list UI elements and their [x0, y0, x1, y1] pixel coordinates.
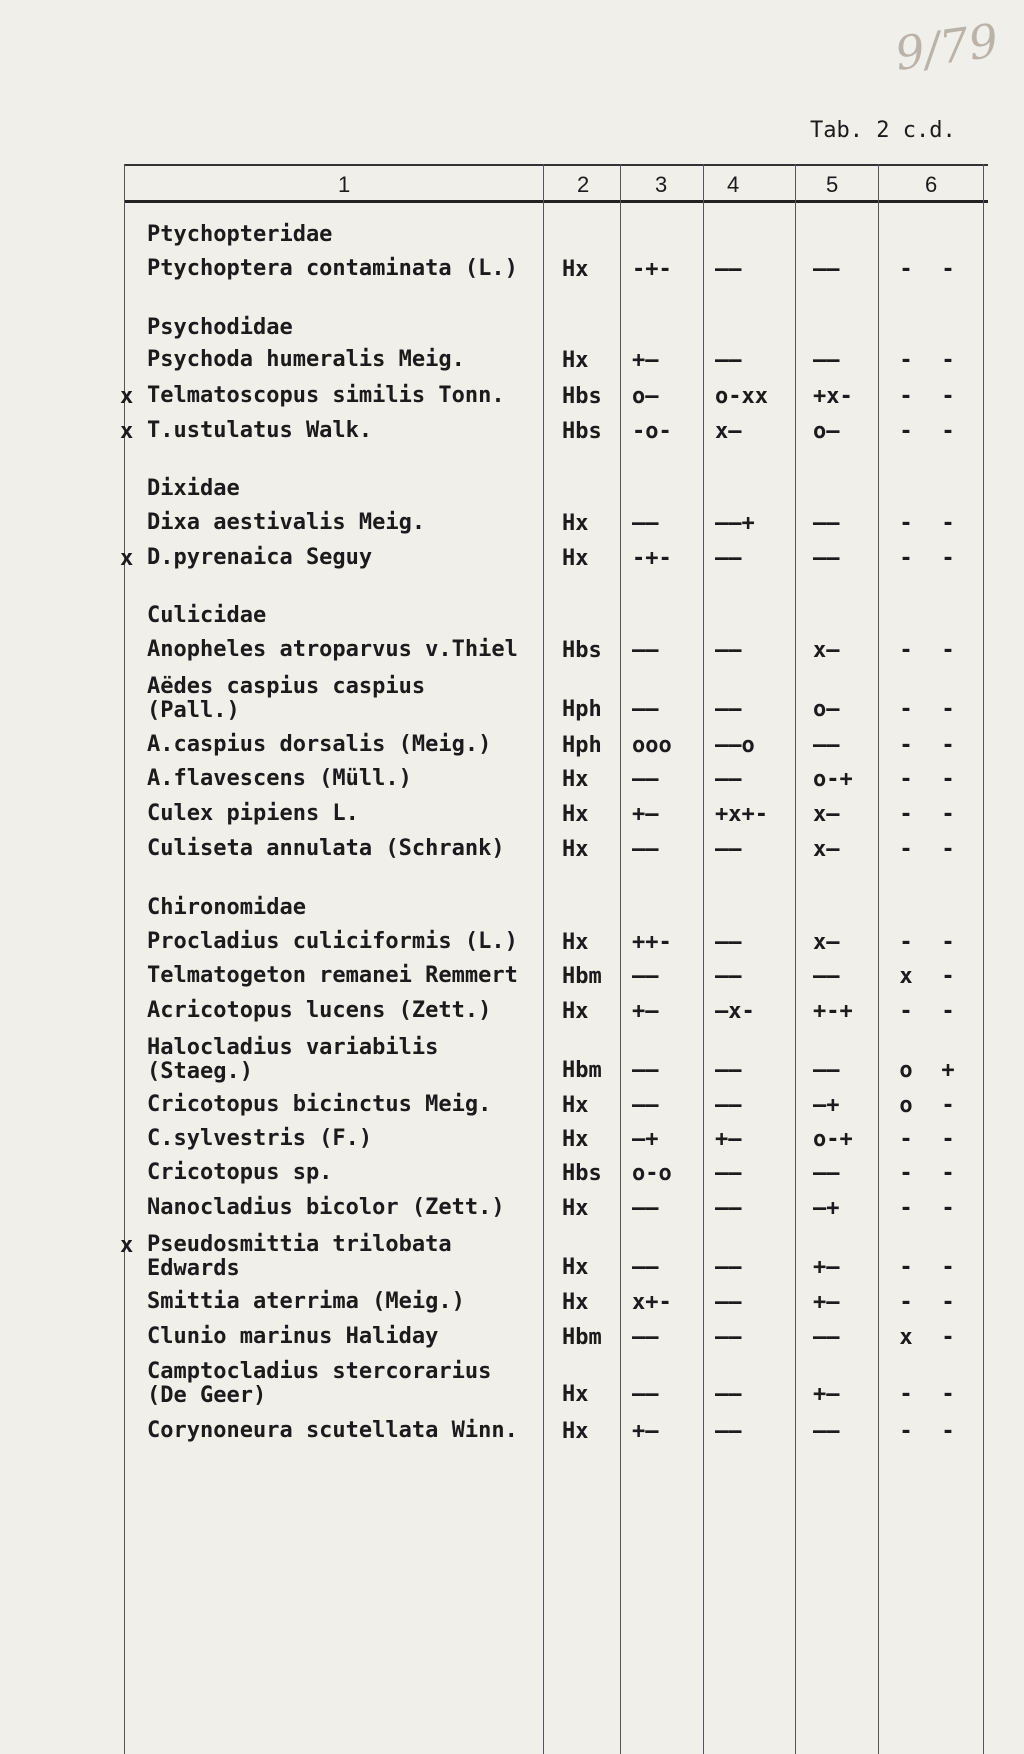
column-header-6: 6: [925, 172, 938, 197]
habitat-code: Hx: [562, 767, 589, 792]
table-row: [0, 348, 1024, 382]
occurrence-col5: ——: [813, 1419, 840, 1444]
habitat-code: Hbm: [562, 964, 602, 989]
habitat-code: Hx: [562, 1290, 589, 1315]
family-heading: Ptychopteridae: [147, 222, 333, 247]
occurrence-col6b: -: [941, 1161, 955, 1186]
occurrence-col4: ——: [715, 638, 742, 663]
table-row: [0, 1325, 1024, 1359]
occurrence-col6a: -: [899, 697, 913, 722]
occurrence-col6a: -: [899, 546, 913, 571]
table-row: [0, 767, 1024, 801]
column-header-4: 4: [727, 172, 740, 197]
table-row: [0, 1196, 1024, 1230]
table-row: [0, 257, 1024, 291]
table-row: [0, 638, 1024, 672]
table-row: [0, 1035, 1024, 1084]
occurrence-col6a: -: [899, 638, 913, 663]
occurrence-col6b: -: [941, 1290, 955, 1315]
occurrence-col3: ——: [632, 837, 659, 862]
occurrence-col6b: -: [941, 1419, 955, 1444]
occurrence-col5: o—: [813, 697, 840, 722]
occurrence-col6a: -: [899, 348, 913, 373]
habitat-code: Hx: [562, 511, 589, 536]
table-row: [0, 1232, 1024, 1281]
occurrence-col4: ——: [715, 1058, 742, 1083]
occurrence-col6a: -: [899, 1127, 913, 1152]
occurrence-col6b: -: [941, 511, 955, 536]
occurrence-col6a: -: [899, 930, 913, 955]
species-name: Telmatoscopus similis Tonn.: [147, 383, 505, 408]
occurrence-col3: -+-: [632, 546, 672, 571]
occurrence-col5: —+: [813, 1196, 840, 1221]
occurrence-col4: ——: [715, 767, 742, 792]
occurrence-col6b: -: [941, 257, 955, 282]
table-row: [0, 674, 1024, 723]
occurrence-col6b: -: [941, 1255, 955, 1280]
column-header-1: 1: [338, 172, 351, 197]
occurrence-col4: —x-: [715, 999, 755, 1024]
table-row: [0, 1419, 1024, 1453]
occurrence-col3: ——: [632, 1093, 659, 1118]
occurrence-col5: x—: [813, 837, 840, 862]
occurrence-col4: ——: [715, 1161, 742, 1186]
table-row: [0, 733, 1024, 767]
occurrence-col4: +—: [715, 1127, 742, 1152]
species-name: Cricotopus bicinctus Meig.: [147, 1092, 492, 1117]
star-marker: x: [120, 384, 134, 409]
occurrence-col3: -+-: [632, 257, 672, 282]
occurrence-col3: ——: [632, 511, 659, 536]
occurrence-col5: —+: [813, 1093, 840, 1118]
habitat-code: Hx: [562, 1382, 589, 1407]
table-row: [0, 1127, 1024, 1161]
column-header-5: 5: [826, 172, 839, 197]
occurrence-col6a: -: [899, 1419, 913, 1444]
occurrence-col4: ——: [715, 697, 742, 722]
occurrence-col5: o—: [813, 419, 840, 444]
occurrence-col5: +-+: [813, 999, 853, 1024]
occurrence-col3: ——: [632, 1196, 659, 1221]
occurrence-col6b: -: [941, 348, 955, 373]
occurrence-col6b: -: [941, 384, 955, 409]
page-number-handwritten: 9/79: [891, 13, 1002, 81]
species-name: Culex pipiens L.: [147, 801, 359, 826]
occurrence-col6a: -: [899, 733, 913, 758]
species-name: Ptychoptera contaminata (L.): [147, 256, 518, 281]
table-header-rule: [124, 200, 988, 203]
species-name: Culiseta annulata (Schrank): [147, 836, 505, 861]
family-heading: Dixidae: [147, 476, 240, 501]
table-top-rule: [124, 164, 988, 166]
occurrence-col3: ——: [632, 638, 659, 663]
occurrence-col5: ——: [813, 511, 840, 536]
occurrence-col5: ——: [813, 257, 840, 282]
occurrence-col3: ——: [632, 964, 659, 989]
occurrence-col5: ——: [813, 1325, 840, 1350]
occurrence-col6a: -: [899, 999, 913, 1024]
species-name: Clunio marinus Haliday: [147, 1324, 439, 1349]
family-heading: Psychodidae: [147, 315, 293, 340]
occurrence-col4: ——o: [715, 733, 755, 758]
habitat-code: Hph: [562, 697, 602, 722]
habitat-code: Hx: [562, 1196, 589, 1221]
species-name: Anopheles atroparvus v.Thiel: [147, 637, 518, 662]
table-row: [0, 384, 1024, 418]
occurrence-col5: ——: [813, 1058, 840, 1083]
occurrence-col4: ——: [715, 1290, 742, 1315]
habitat-code: Hbm: [562, 1058, 602, 1083]
occurrence-col3: ——: [632, 1058, 659, 1083]
table-row: [0, 511, 1024, 545]
occurrence-col5: +—: [813, 1255, 840, 1280]
occurrence-col4: ——: [715, 1382, 742, 1407]
occurrence-col4: x—: [715, 419, 742, 444]
occurrence-col6b: +: [941, 1058, 955, 1083]
occurrence-col4: ——: [715, 1419, 742, 1444]
occurrence-col6b: -: [941, 930, 955, 955]
occurrence-col6a: -: [899, 1196, 913, 1221]
occurrence-col3: +—: [632, 348, 659, 373]
occurrence-col4: ——: [715, 964, 742, 989]
occurrence-col3: +—: [632, 802, 659, 827]
table-row: [0, 419, 1024, 453]
species-name: Acricotopus lucens (Zett.): [147, 998, 492, 1023]
table-row: [0, 546, 1024, 580]
occurrence-col5: x—: [813, 802, 840, 827]
occurrence-col3: ooo: [632, 733, 672, 758]
occurrence-col3: ——: [632, 697, 659, 722]
occurrence-col6a: -: [899, 1290, 913, 1315]
species-name: A.caspius dorsalis (Meig.): [147, 732, 492, 757]
habitat-code: Hx: [562, 837, 589, 862]
species-name: T.ustulatus Walk.: [147, 418, 373, 443]
species-name: Dixa aestivalis Meig.: [147, 510, 426, 535]
occurrence-col5: x—: [813, 930, 840, 955]
habitat-code: Hx: [562, 802, 589, 827]
occurrence-col3: ——: [632, 767, 659, 792]
habitat-code: Hx: [562, 348, 589, 373]
occurrence-col6a: -: [899, 1382, 913, 1407]
occurrence-col6a: o: [899, 1093, 913, 1118]
occurrence-col6b: -: [941, 1127, 955, 1152]
occurrence-col3: x+-: [632, 1290, 672, 1315]
species-name: Corynoneura scutellata Winn.: [147, 1418, 518, 1443]
species-name: Halocladius variabilis (Staeg.): [147, 1035, 439, 1084]
species-name: Aëdes caspius caspius (Pall.): [147, 674, 426, 723]
occurrence-col6b: -: [941, 733, 955, 758]
column-header-2: 2: [577, 172, 590, 197]
occurrence-col6b: -: [941, 767, 955, 792]
star-marker: x: [120, 546, 134, 571]
occurrence-col4: ——: [715, 546, 742, 571]
occurrence-col6b: -: [941, 837, 955, 862]
occurrence-col3: —+: [632, 1127, 659, 1152]
occurrence-col6b: -: [941, 999, 955, 1024]
habitat-code: Hx: [562, 999, 589, 1024]
occurrence-col4: +x+-: [715, 802, 768, 827]
species-name: Psychoda humeralis Meig.: [147, 347, 465, 372]
occurrence-col6b: -: [941, 419, 955, 444]
species-name: Cricotopus sp.: [147, 1160, 333, 1185]
occurrence-col6a: x: [899, 964, 913, 989]
occurrence-col6b: -: [941, 802, 955, 827]
habitat-code: Hx: [562, 1419, 589, 1444]
occurrence-col5: +—: [813, 1290, 840, 1315]
table-row: [0, 802, 1024, 836]
species-name: C.sylvestris (F.): [147, 1126, 373, 1151]
species-name: A.flavescens (Müll.): [147, 766, 412, 791]
occurrence-col3: ——: [632, 1255, 659, 1280]
table-row: [0, 930, 1024, 964]
table-row: [0, 837, 1024, 871]
occurrence-col3: +—: [632, 1419, 659, 1444]
occurrence-col6a: o: [899, 1058, 913, 1083]
occurrence-col5: ——: [813, 546, 840, 571]
occurrence-col5: ——: [813, 348, 840, 373]
occurrence-col3: ——: [632, 1325, 659, 1350]
family-heading: Culicidae: [147, 603, 267, 628]
occurrence-col4: ——: [715, 1093, 742, 1118]
habitat-code: Hbs: [562, 1161, 602, 1186]
occurrence-col6b: -: [941, 1093, 955, 1118]
occurrence-col6a: -: [899, 1255, 913, 1280]
habitat-code: Hx: [562, 1093, 589, 1118]
occurrence-col5: ——: [813, 733, 840, 758]
family-heading: Chironomidae: [147, 895, 306, 920]
occurrence-col6b: -: [941, 964, 955, 989]
habitat-code: Hbs: [562, 419, 602, 444]
occurrence-col6a: -: [899, 767, 913, 792]
species-name: Smittia aterrima (Meig.): [147, 1289, 465, 1314]
occurrence-col5: +—: [813, 1382, 840, 1407]
occurrence-col4: ——: [715, 930, 742, 955]
habitat-code: Hx: [562, 930, 589, 955]
table-row: [0, 1359, 1024, 1408]
occurrence-col3: ——: [632, 1382, 659, 1407]
occurrence-col4: ——: [715, 837, 742, 862]
occurrence-col3: ++-: [632, 930, 672, 955]
species-name: Nanocladius bicolor (Zett.): [147, 1195, 505, 1220]
species-name: D.pyrenaica Seguy: [147, 545, 373, 570]
habitat-code: Hbs: [562, 384, 602, 409]
occurrence-col6a: -: [899, 1161, 913, 1186]
habitat-code: Hph: [562, 733, 602, 758]
species-name: Procladius culiciformis (L.): [147, 929, 518, 954]
occurrence-col3: o—: [632, 384, 659, 409]
species-name: Telmatogeton remanei Remmert: [147, 963, 518, 988]
occurrence-col6a: -: [899, 384, 913, 409]
occurrence-col4: ——: [715, 1325, 742, 1350]
table-reference: Tab. 2 c.d.: [810, 118, 956, 143]
habitat-code: Hx: [562, 1127, 589, 1152]
table-row: [0, 1290, 1024, 1324]
star-marker: x: [120, 1233, 134, 1258]
habitat-code: Hbs: [562, 638, 602, 663]
occurrence-col6b: -: [941, 638, 955, 663]
occurrence-col5: ——: [813, 964, 840, 989]
occurrence-col6b: -: [941, 1325, 955, 1350]
occurrence-col4: o-xx: [715, 384, 768, 409]
occurrence-col6b: -: [941, 697, 955, 722]
species-name: Pseudosmittia trilobata Edwards: [147, 1232, 452, 1281]
species-name: Camptocladius stercorarius (De Geer): [147, 1359, 492, 1408]
occurrence-col3: -o-: [632, 419, 672, 444]
occurrence-col6a: -: [899, 511, 913, 536]
occurrence-col4: ——: [715, 257, 742, 282]
occurrence-col3: o-o: [632, 1161, 672, 1186]
table-row: [0, 964, 1024, 998]
occurrence-col4: ——+: [715, 511, 755, 536]
occurrence-col5: ——: [813, 1161, 840, 1186]
occurrence-col5: o-+: [813, 767, 853, 792]
habitat-code: Hx: [562, 546, 589, 571]
star-marker: x: [120, 419, 134, 444]
occurrence-col6a: -: [899, 419, 913, 444]
occurrence-col4: ——: [715, 1255, 742, 1280]
occurrence-col5: +x-: [813, 384, 853, 409]
habitat-code: Hx: [562, 1255, 589, 1280]
occurrence-col5: o-+: [813, 1127, 853, 1152]
table-row: [0, 1093, 1024, 1127]
occurrence-col6a: -: [899, 837, 913, 862]
occurrence-col3: +—: [632, 999, 659, 1024]
occurrence-col6a: -: [899, 802, 913, 827]
table-row: [0, 1161, 1024, 1195]
occurrence-col5: x—: [813, 638, 840, 663]
table-row: [0, 999, 1024, 1033]
occurrence-col4: ——: [715, 1196, 742, 1221]
occurrence-col6a: x: [899, 1325, 913, 1350]
column-header-3: 3: [655, 172, 668, 197]
occurrence-col4: ——: [715, 348, 742, 373]
habitat-code: Hbm: [562, 1325, 602, 1350]
occurrence-col6b: -: [941, 1196, 955, 1221]
occurrence-col6a: -: [899, 257, 913, 282]
occurrence-col6b: -: [941, 546, 955, 571]
occurrence-col6b: -: [941, 1382, 955, 1407]
habitat-code: Hx: [562, 257, 589, 282]
